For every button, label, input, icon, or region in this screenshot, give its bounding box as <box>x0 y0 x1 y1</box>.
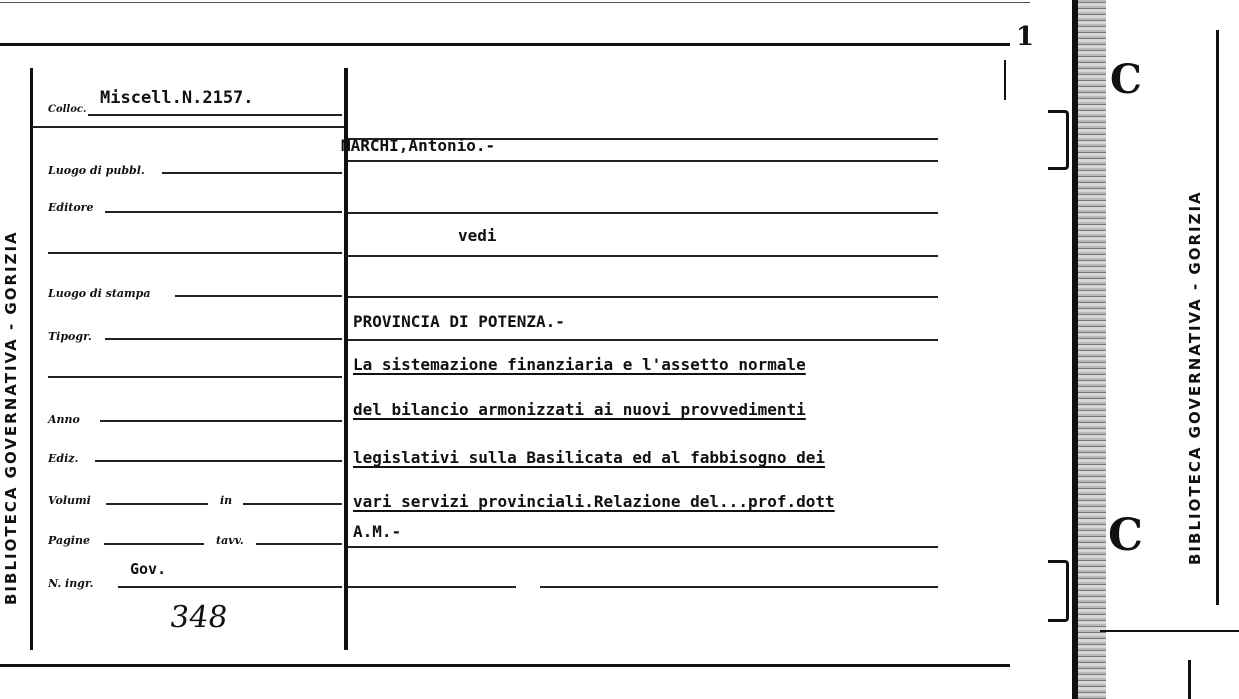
collocazione-label: Colloc. <box>48 104 87 115</box>
bottom-bracket-mark <box>1048 560 1069 622</box>
volumi-label: Volumi <box>48 494 91 507</box>
edizione-label: Ediz. <box>48 452 79 465</box>
tipografia-line-2 <box>48 376 342 378</box>
separator-line-1 <box>32 126 344 128</box>
handwritten-number: 348 <box>167 600 230 635</box>
entry-line-5 <box>348 339 938 341</box>
vedi-text: vedi <box>458 226 497 245</box>
luogo-pubbl-line <box>162 172 342 174</box>
side-library-label: BIBLIOTECA GOVERNATIVA - GORIZIA <box>2 230 20 605</box>
next-card-bottom-tick <box>1188 660 1191 699</box>
entry-line-4 <box>348 296 938 298</box>
pagine-label: Pagine <box>48 534 90 547</box>
title-line-4: vari servizi provinciali.Relazione del...prof.dott <box>353 492 835 511</box>
top-card-border <box>0 43 1010 46</box>
center-divider <box>344 68 348 650</box>
left-column-border <box>30 68 33 650</box>
anno-label: Anno <box>48 413 80 426</box>
next-card-library-label: BIBLIOTECA GOVERNATIVA - GORIZIA <box>1186 190 1204 565</box>
next-card-c-mark-bottom: C <box>1108 510 1144 561</box>
edizione-line <box>95 460 342 462</box>
top-bracket-mark <box>1048 110 1069 170</box>
anno-line <box>100 420 342 422</box>
n-ingr-line <box>118 586 342 588</box>
next-card-c-mark-top: C <box>1110 56 1142 103</box>
title-line-3: legislativi sulla Basilicata ed al fabbisogno dei <box>353 448 826 467</box>
editore-label: Editore <box>48 201 94 214</box>
bottom-card-border <box>0 664 1010 667</box>
tavole-line <box>256 543 342 545</box>
right-edge-line <box>1004 60 1006 100</box>
top-edge-line <box>0 2 1030 3</box>
in-label: in <box>220 494 233 507</box>
n-ingr-label: N. ingr. <box>48 577 94 590</box>
subject-heading: PROVINCIA DI POTENZA.- <box>353 312 565 331</box>
tavole-label: tavv. <box>216 534 244 547</box>
entry-line-6 <box>348 546 938 548</box>
collocazione-value: Miscell.N.2157. <box>100 88 254 108</box>
entry-line-3 <box>348 255 938 257</box>
volumi-line <box>106 503 208 505</box>
title-line-1: La sistemazione finanziaria e l'assetto normale <box>353 355 806 374</box>
luogo-pubbl-label: Luogo di pubbl. <box>48 164 145 177</box>
n-ingr-value: Gov. <box>130 560 167 578</box>
tipografia-line <box>105 338 342 340</box>
binding-edge-dark <box>1072 0 1078 699</box>
author-heading: MARCHI,Antonio.- <box>341 136 496 155</box>
entry-line-2 <box>348 212 938 214</box>
next-card-column-border <box>1216 30 1219 605</box>
entry-line-7a <box>348 586 516 588</box>
pagine-line <box>104 543 204 545</box>
entry-line-7b <box>540 586 938 588</box>
title-line-2: del bilancio armonizzati ai nuovi provvedimenti <box>353 400 806 419</box>
entry-line-1 <box>348 160 938 162</box>
in-line <box>243 503 342 505</box>
luogo-stampa-line <box>175 295 342 297</box>
luogo-stampa-label: Luogo di stampa <box>48 287 151 300</box>
editore-line <box>105 211 342 213</box>
next-card-bottom-border <box>1100 630 1239 632</box>
tipografia-label: Tipogr. <box>48 330 92 343</box>
editore-line-2 <box>48 252 342 254</box>
title-line-5: A.M.- <box>353 522 402 541</box>
collocazione-line <box>88 114 342 116</box>
page-marker: 1 <box>1016 22 1035 52</box>
